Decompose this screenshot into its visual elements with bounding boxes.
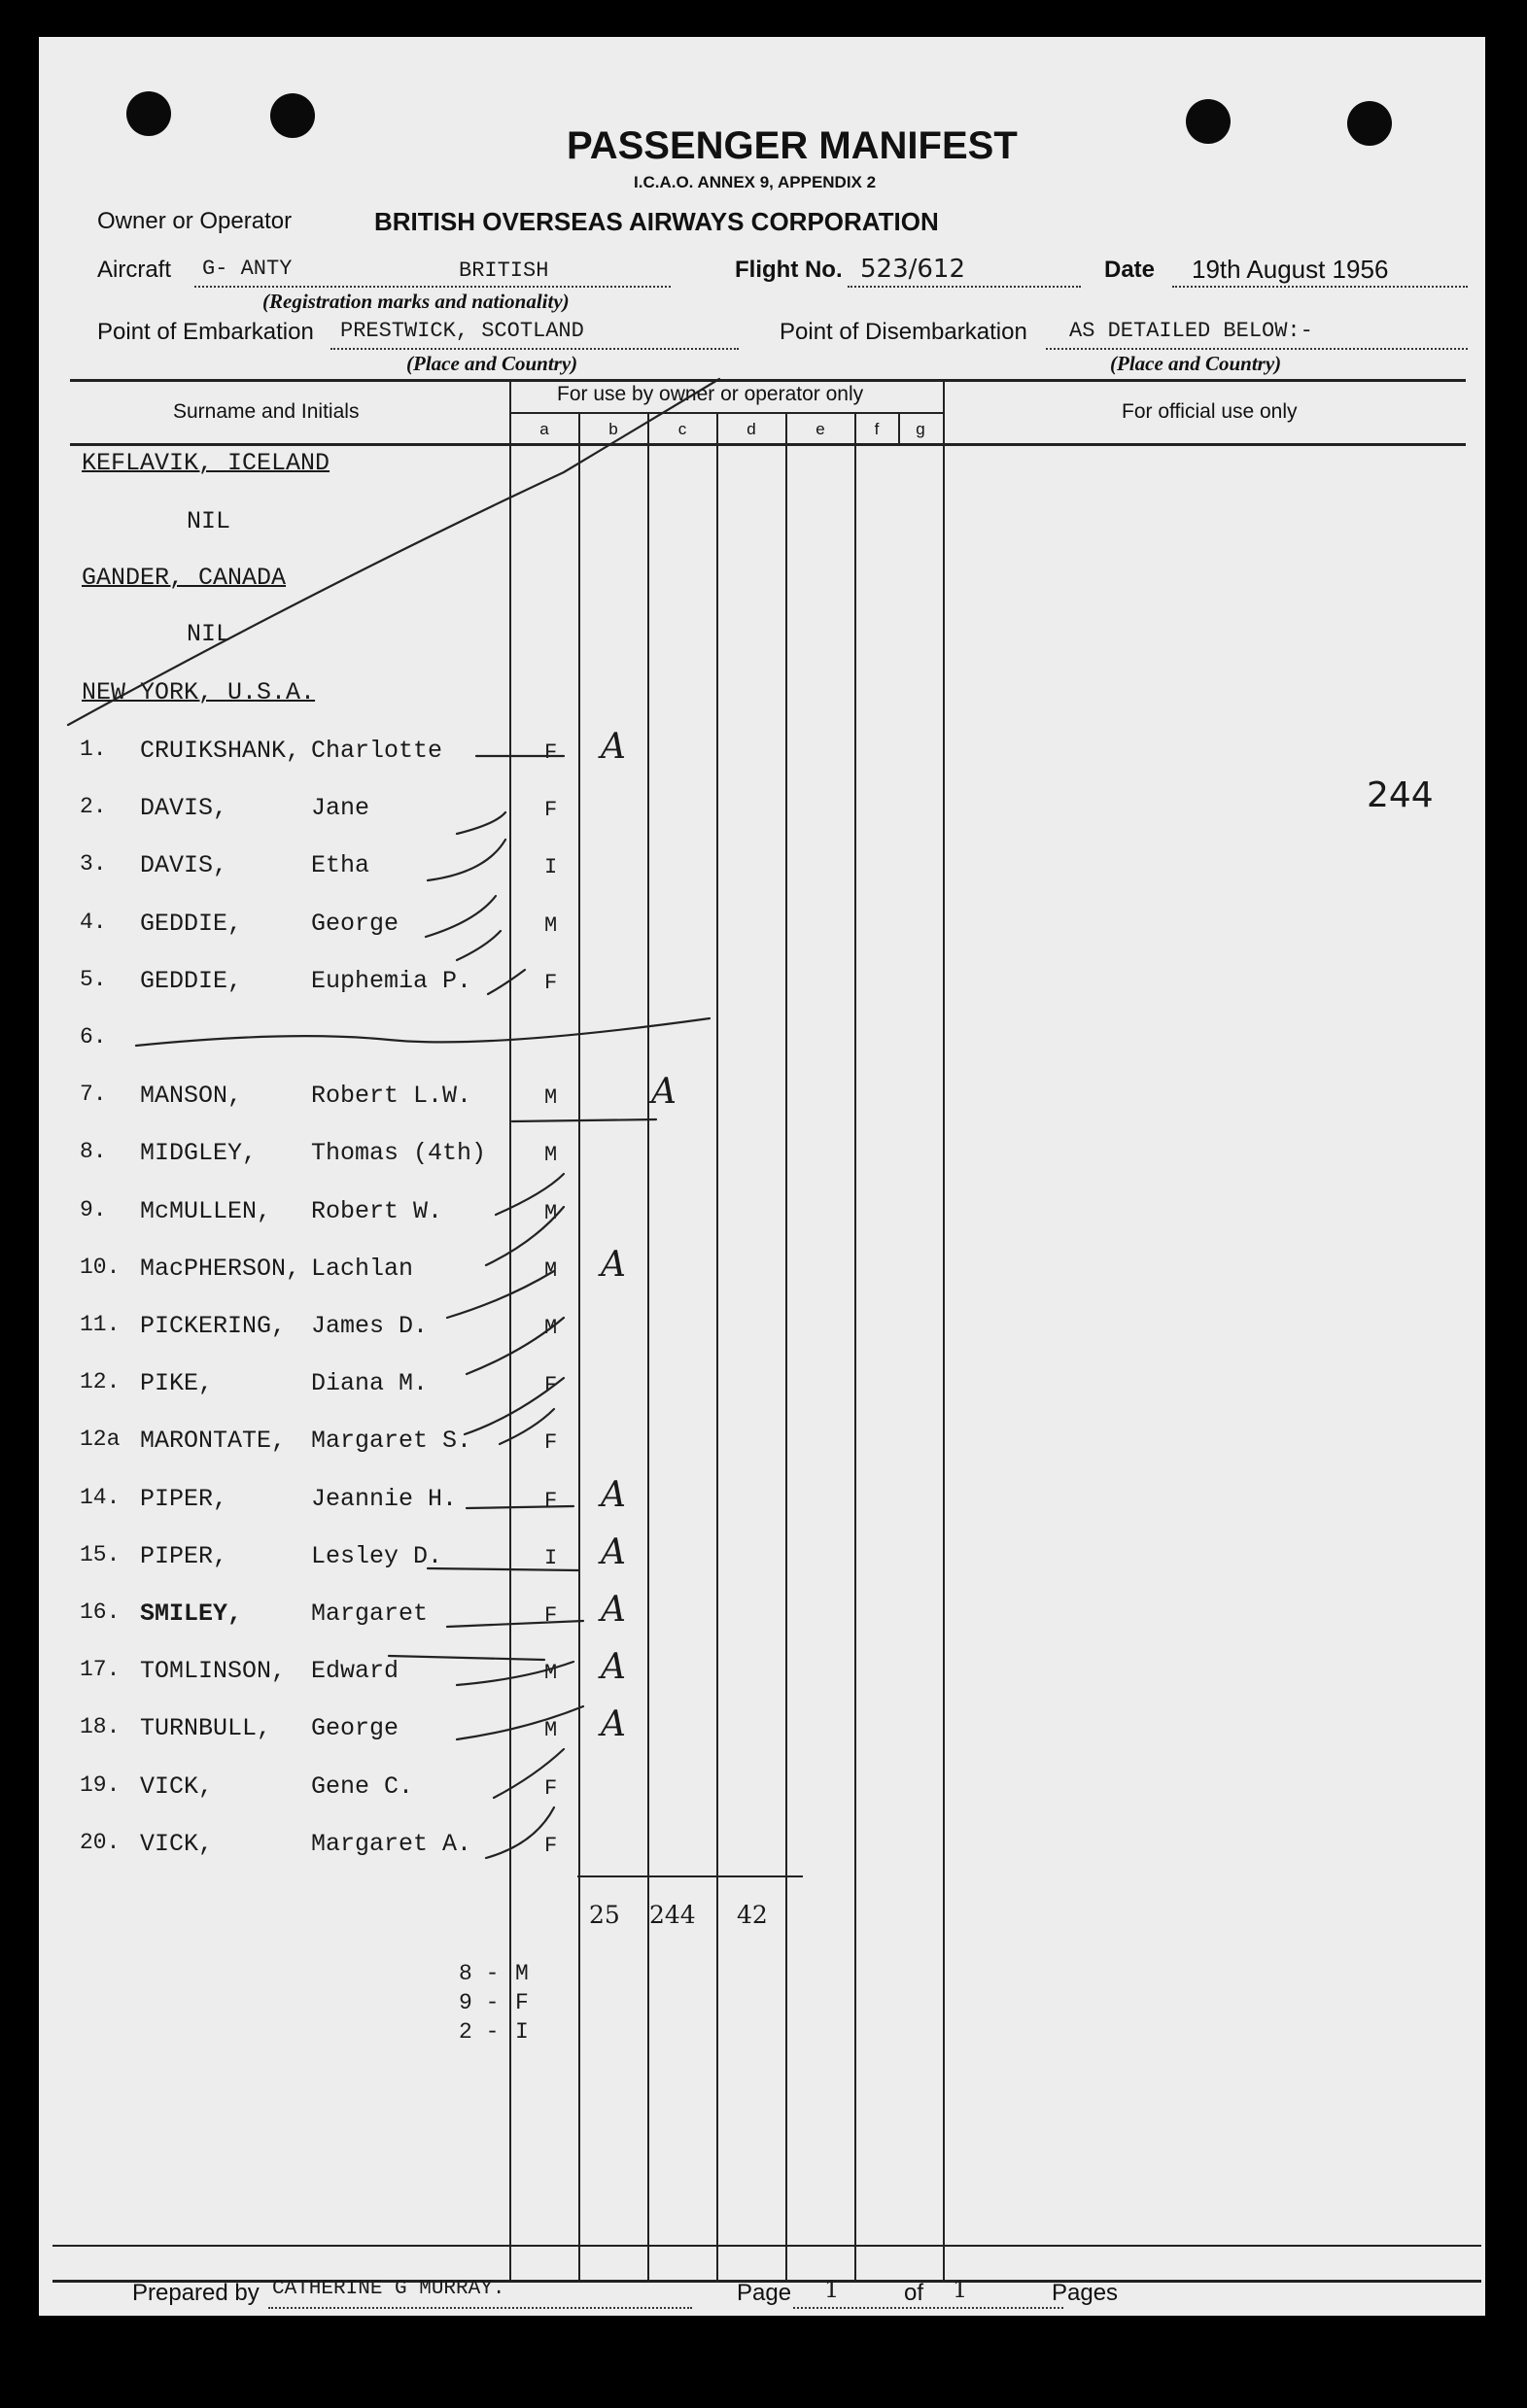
passenger-number: 16. [80, 1600, 121, 1625]
passenger-given-name: Margaret [311, 1600, 429, 1628]
passenger-given-name: Thomas (4th) [311, 1139, 487, 1167]
passenger-number: 10. [80, 1255, 121, 1280]
passenger-surname: PIPER, [140, 1485, 228, 1513]
passenger-number: 15. [80, 1542, 121, 1567]
passenger-surname: PIPER, [140, 1542, 228, 1570]
page-subtitle: I.C.A.O. ANNEX 9, APPENDIX 2 [634, 173, 877, 191]
passenger-sex-code: M [544, 1143, 558, 1167]
passenger-number: 2. [80, 794, 107, 819]
stop-gander-note: NIL [187, 620, 231, 648]
passenger-number: 4. [80, 910, 107, 935]
passenger-sex-code: M [544, 1661, 558, 1685]
passenger-surname: CRUIKSHANK, [140, 737, 301, 765]
passenger-sex-code: M [544, 913, 558, 938]
embark-value: PRESTWICK, SCOTLAND [340, 319, 584, 343]
passenger-sex-code: F [544, 1776, 558, 1801]
passenger-given-name: Lesley D. [311, 1542, 443, 1570]
passenger-number: 12a [80, 1427, 121, 1452]
passenger-sex-code: F [544, 798, 558, 822]
passenger-number: 3. [80, 851, 107, 877]
passenger-sex-code: M [544, 1201, 558, 1225]
passenger-sex-code: F [544, 1834, 558, 1858]
pages-label: Pages [1052, 2280, 1119, 2306]
embark-label: Point of Embarkation [97, 319, 314, 345]
flight-number: 523/612 [860, 255, 966, 284]
owner-check-mark: A [601, 1532, 626, 1572]
summary-code: I [515, 2019, 529, 2045]
summary-count: 2 - [459, 2019, 500, 2045]
passenger-sex-code: F [544, 1373, 558, 1397]
passenger-sex-code: F [544, 971, 558, 995]
passenger-surname: TOMLINSON, [140, 1657, 287, 1685]
owner-check-mark: A [601, 727, 626, 767]
passenger-sex-code: M [544, 1718, 558, 1742]
total-c: 244 [649, 1901, 696, 1929]
summary-code: M [515, 1961, 529, 1986]
passenger-given-name: Euphemia P. [311, 967, 472, 995]
column-header-g: g [916, 420, 925, 438]
summary-count: 8 - [459, 1961, 500, 1986]
passenger-sex-code: F [544, 740, 558, 765]
passenger-surname: SMILEY, [140, 1600, 243, 1628]
passenger-given-name: Jeannie H. [311, 1485, 458, 1513]
passenger-number: 18. [80, 1714, 121, 1739]
passenger-number: 5. [80, 967, 107, 992]
column-header-b: b [608, 420, 618, 438]
passenger-number: 19. [80, 1772, 121, 1798]
passenger-sex-code: F [544, 1603, 558, 1628]
stop-new-york: NEW YORK, U.S.A. [82, 678, 316, 706]
passenger-given-name: Diana M. [311, 1369, 429, 1397]
total-b: 25 [589, 1901, 620, 1929]
passenger-surname: TURNBULL, [140, 1714, 272, 1742]
passenger-number: 20. [80, 1830, 121, 1855]
passenger-number: 12. [80, 1369, 121, 1394]
aircraft-caption: (Registration marks and nationality) [262, 290, 570, 313]
passenger-sex-code: F [544, 1430, 558, 1455]
column-header-d: d [746, 420, 756, 438]
column-header-f: f [874, 420, 880, 438]
passenger-number: 7. [80, 1082, 107, 1107]
passenger-surname: MacPHERSON, [140, 1255, 301, 1283]
manifest-sheet [39, 37, 1485, 2316]
page-value: 1 [824, 2276, 840, 2303]
passenger-surname: DAVIS, [140, 851, 228, 879]
page-label: Page [737, 2280, 792, 2306]
owner-check-mark: A [601, 1647, 626, 1687]
passenger-given-name: Edward [311, 1657, 399, 1685]
total-d: 42 [737, 1901, 768, 1929]
disembark-caption: (Place and Country) [1110, 352, 1282, 375]
date-label: Date [1104, 257, 1156, 283]
passenger-sex-code: M [544, 1085, 558, 1110]
passenger-given-name: Charlotte [311, 737, 443, 765]
passenger-surname: VICK, [140, 1830, 214, 1858]
passenger-given-name: Margaret S. [311, 1427, 472, 1455]
passenger-given-name: Lachlan [311, 1255, 414, 1283]
stop-keflavik: KEFLAVIK, ICELAND [82, 449, 330, 477]
aircraft-nationality: BRITISH [459, 258, 549, 283]
date-value: 19th August 1956 [1192, 255, 1389, 284]
column-header-e: e [816, 420, 825, 438]
disembark-label: Point of Disembarkation [780, 319, 1027, 345]
column-header-c: c [677, 420, 687, 438]
passenger-surname: VICK, [140, 1772, 214, 1801]
column-header-a: a [539, 420, 549, 438]
of-value: 1 [953, 2276, 968, 2303]
owner-check-mark: A [601, 1475, 626, 1515]
passenger-sex-code: M [544, 1316, 558, 1340]
page-title: PASSENGER MANIFEST [567, 124, 1018, 167]
passenger-given-name: Etha [311, 851, 370, 879]
passenger-surname: MARONTATE, [140, 1427, 287, 1455]
of-label: of [904, 2280, 924, 2306]
passenger-given-name: Robert W. [311, 1197, 443, 1225]
passenger-given-name: Gene C. [311, 1772, 414, 1801]
passenger-given-name: James D. [311, 1312, 429, 1340]
summary-code: F [515, 1990, 529, 2015]
passenger-surname: DAVIS, [140, 794, 228, 822]
passenger-surname: PICKERING, [140, 1312, 287, 1340]
passenger-sex-code: I [544, 855, 558, 879]
passenger-given-name: George [311, 910, 399, 938]
owner-use-header: For use by owner or operator only [557, 383, 864, 405]
passenger-surname: GEDDIE, [140, 910, 243, 938]
passenger-given-name: George [311, 1714, 399, 1742]
prepared-value: CATHERINE G MURRAY. [272, 2278, 505, 2300]
owner-check-mark: A [651, 1072, 677, 1112]
passenger-surname: PIKE, [140, 1369, 214, 1397]
prepared-label: Prepared by [132, 2280, 260, 2306]
passenger-given-name: Margaret A. [311, 1830, 472, 1858]
owner-check-mark: A [601, 1590, 626, 1630]
passenger-surname: GEDDIE, [140, 967, 243, 995]
passenger-number: 1. [80, 737, 107, 762]
passenger-number: 17. [80, 1657, 121, 1682]
pen-strokes [39, 37, 1485, 2316]
owner-label: Owner or Operator [97, 208, 293, 234]
passenger-given-name: Jane [311, 794, 370, 822]
passenger-surname: MIDGLEY, [140, 1139, 258, 1167]
passenger-surname: McMULLEN, [140, 1197, 272, 1225]
official-note: 244 [1367, 775, 1434, 815]
summary-count: 9 - [459, 1990, 500, 2015]
passenger-surname: MANSON, [140, 1082, 243, 1110]
stop-keflavik-note: NIL [187, 507, 231, 535]
stop-gander: GANDER, CANADA [82, 564, 287, 592]
disembark-value: AS DETAILED BELOW:- [1069, 319, 1313, 343]
flight-label: Flight No. [735, 257, 843, 283]
passenger-number: 8. [80, 1139, 107, 1164]
passenger-number: 14. [80, 1485, 121, 1510]
surname-column-header: Surname and Initials [173, 400, 360, 423]
passenger-sex-code: M [544, 1258, 558, 1283]
aircraft-registration: G- ANTY [202, 257, 293, 281]
official-use-header: For official use only [1122, 400, 1298, 423]
passenger-number: 11. [80, 1312, 121, 1337]
passenger-number: 9. [80, 1197, 107, 1222]
embark-caption: (Place and Country) [406, 352, 578, 375]
aircraft-label: Aircraft [97, 257, 172, 283]
owner-check-mark: A [601, 1704, 626, 1744]
owner-check-mark: A [601, 1245, 626, 1285]
passenger-sex-code: I [544, 1546, 558, 1570]
passenger-sex-code: F [544, 1489, 558, 1513]
passenger-number: 6. [80, 1024, 107, 1049]
owner-value: BRITISH OVERSEAS AIRWAYS CORPORATION [374, 207, 939, 236]
passenger-given-name: Robert L.W. [311, 1082, 472, 1110]
